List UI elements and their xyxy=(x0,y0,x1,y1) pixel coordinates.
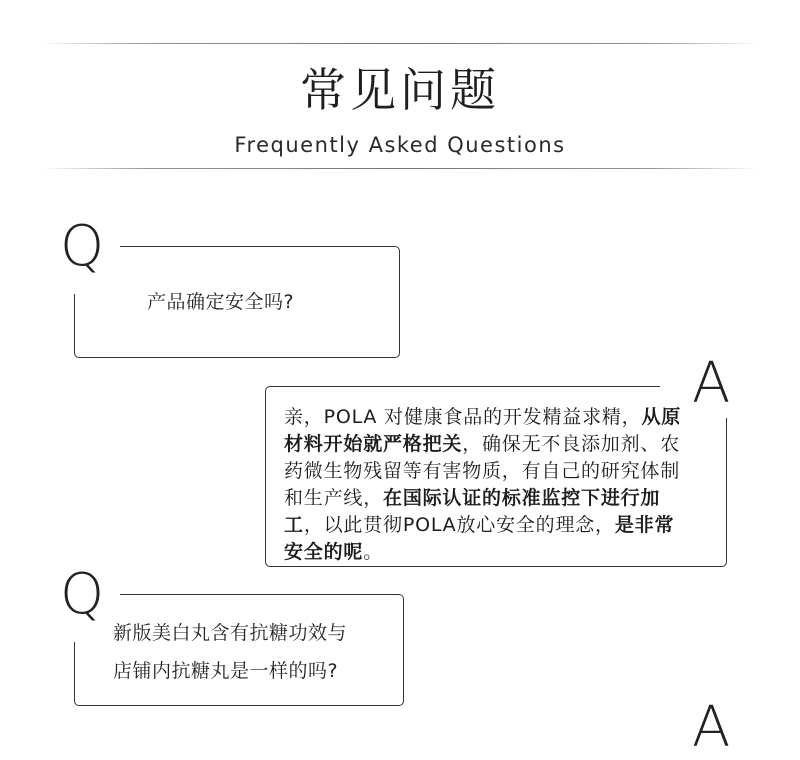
answer-text-1 xyxy=(284,404,689,566)
page-subtitle: Frequently Asked Questions xyxy=(234,133,566,157)
top-divider xyxy=(40,43,760,44)
answer-marker-2: A xyxy=(692,695,731,760)
answer-segment: ，以此贯彻POLA放心安全的理念， xyxy=(303,514,615,536)
answer-segment: ，确保无不良添加剂、农药微生物残留等有害物质，有自己的研究体制和生产线， xyxy=(284,433,681,509)
page-title: 常见问题 xyxy=(300,63,500,117)
answer-emphasis: 是非常安全的呢 xyxy=(284,514,675,563)
question-line: 产品确定安全吗? xyxy=(147,291,295,313)
answer-segment: 。 xyxy=(363,541,384,563)
question-text-2 xyxy=(113,614,347,690)
question-marker-1: Q xyxy=(60,214,105,279)
answer-marker-1: A xyxy=(692,351,731,416)
header-divider xyxy=(40,168,760,169)
answer-segment: 亲，POLA 对健康食品的开发精益求精， xyxy=(284,406,642,428)
question-line: 店铺内抗糖丸是一样的吗? xyxy=(113,660,339,682)
question-text-1 xyxy=(147,283,294,321)
answer-emphasis: 从原材料开始就严格把关 xyxy=(284,406,682,455)
question-line: 新版美白丸含有抗糖功效与 xyxy=(113,622,348,644)
answer-emphasis: 在国际认证的标准监控下进行加工 xyxy=(284,487,661,536)
question-marker-2: Q xyxy=(60,562,105,627)
